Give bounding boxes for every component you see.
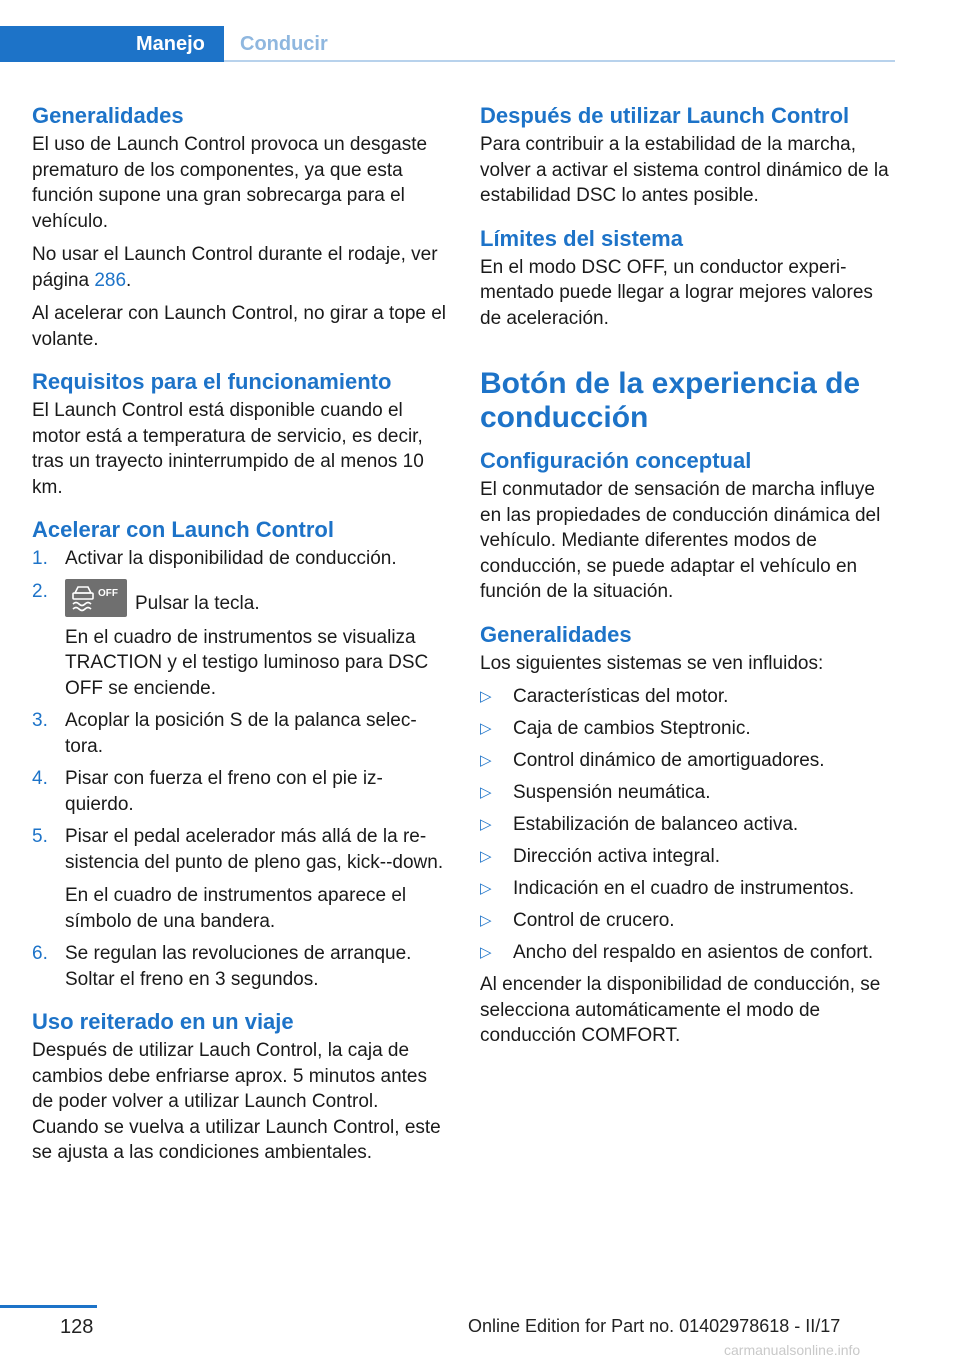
right-column (480, 100, 898, 1057)
paragraph-requisitos: El Launch Control está disponible cuando el motor está a temperatura de servicio, es decir, tras un trayecto ininterrumpido de al menos 10 km. (32, 400, 424, 498)
paragraph-uso-reiterado: Después de utilizar Lauch Control, la caja de cambios debe enfriarse aprox. 5 minutos antes de poder volver a utilizar Launch Control. Cuando se vuelva a utilizar Launch Control, este se ajusta a las condiciones ambientales. (32, 1040, 441, 1163)
step-number: 4. (32, 768, 48, 789)
step-item (32, 824, 450, 934)
step-text: Acoplar la posición S de la palanca selec-tora. (65, 710, 417, 757)
page-link-286[interactable]: 286 (94, 269, 127, 291)
list-item (480, 684, 898, 710)
step-subtext: En el cuadro de instrumentos aparece el símbolo de una bandera. (65, 885, 407, 932)
edition-text: Online Edition for Part no. 01402978618 - II/17 (468, 1316, 841, 1336)
heading-limites: Límites del sistema (480, 225, 683, 251)
header-bar (0, 0, 960, 62)
heading-configuracion: Configuración conceptual (480, 448, 752, 473)
list-item (480, 812, 898, 838)
bullet-icon: ▷ (480, 944, 492, 961)
systems-list (480, 684, 898, 966)
step-text: Pisar el pedal acelerador más allá de la re-sistencia del punto de pleno gas, kick--down. (65, 826, 444, 873)
paragraph-configuracion: El conmutador de sensación de marcha influye en las propiedades de conducción dinámica del vehículo. Mediante diferentes modos de conducción, se puede adaptar el vehículo en función de la situación. (480, 479, 881, 602)
step-item (32, 941, 450, 992)
step-item (32, 546, 450, 572)
list-item-text: Ancho del respaldo en asientos de confort. (513, 942, 874, 963)
list-item (480, 748, 898, 774)
steps-list (32, 546, 450, 992)
step-text: Activar la disponibilidad de conducción. (65, 548, 397, 569)
step-text: Pisar con fuerza el freno con el pie iz-quierdo. (65, 768, 383, 815)
heading-boton-experiencia: Botón de la experiencia de conducción (480, 367, 861, 434)
step-subtext: En el cuadro de instrumentos se visualiza TRACTION y el testigo luminoso para DSC OFF se enciende. (65, 626, 429, 699)
list-item-text: Estabilización de balanceo activa. (513, 814, 799, 835)
tab-manejo[interactable]: Manejo (0, 26, 224, 62)
heading-requisitos: Requisitos para el funcionamiento (32, 369, 392, 394)
left-column (32, 100, 450, 1174)
tab-conducir[interactable]: Conducir (240, 33, 328, 55)
step-text: Pulsar la tecla. (135, 592, 260, 614)
list-item (480, 876, 898, 902)
header-divider (224, 60, 895, 62)
list-item (480, 940, 898, 966)
bullet-icon: ▷ (480, 688, 492, 705)
step-number: 1. (32, 548, 48, 569)
bullet-icon: ▷ (480, 752, 492, 769)
list-item (480, 844, 898, 870)
bullet-icon: ▷ (480, 720, 492, 737)
heading-generalidades-2: Generalidades (480, 621, 632, 647)
step-text: Se regulan las revoluciones de arranque. Soltar el freno en 3 segundos. (65, 943, 412, 990)
rodaje-text: No usar el Launch Control durante el rodaje, ver página (32, 244, 438, 291)
bullet-icon: ▷ (480, 816, 492, 833)
page-number: 128 (60, 1316, 94, 1338)
paragraph-comfort: Al encender la disponibilidad de conducción, se selecciona automáticamente el modo de conducción COMFORT. (480, 974, 881, 1046)
step-item (32, 708, 450, 759)
list-item-text: Control de crucero. (513, 910, 675, 931)
list-item (480, 780, 898, 806)
bullet-icon: ▷ (480, 784, 492, 801)
heading-generalidades: Generalidades (32, 103, 184, 128)
list-item-text: Control dinámico de amortiguadores. (513, 750, 825, 771)
step-item (32, 579, 450, 702)
paragraph-rodaje (32, 242, 450, 293)
dsc-off-key-icon (65, 579, 127, 617)
heading-uso-reiterado: Uso reiterado en un viaje (32, 1009, 294, 1034)
heading-despues: Después de utilizar Launch Control (480, 103, 850, 128)
step-number: 3. (32, 710, 48, 731)
paragraph-desgaste: El uso de Launch Control provoca un desgaste prematuro de los componentes, ya que esta función supone una gran sobrecarga para el vehículo. (32, 134, 428, 232)
paragraph-sistemas: Los siguientes sistemas se ven influidos: (480, 652, 824, 674)
list-item-text: Características del motor. (513, 686, 729, 707)
list-item (480, 908, 898, 934)
paragraph-limites: En el modo DSC OFF, un conductor experi-mentado puede llegar a lograr mejores valores de aceleración. (480, 256, 873, 329)
list-item-text: Suspensión neumática. (513, 782, 711, 803)
bullet-icon: ▷ (480, 880, 492, 897)
heading-acelerar: Acelerar con Launch Control (32, 517, 334, 542)
bullet-icon: ▷ (480, 848, 492, 865)
paragraph-despues: Para contribuir a la estabilidad de la marcha, volver a activar el sistema control dinámico de la estabilidad DSC lo antes posible. (480, 134, 889, 206)
step-number: 5. (32, 826, 48, 847)
footer-accent-line (0, 1305, 97, 1308)
step-number: 2. (32, 580, 48, 602)
list-item-text: Caja de cambios Steptronic. (513, 718, 751, 739)
key-off-label: OFF (98, 587, 118, 599)
rodaje-end: . (126, 269, 132, 291)
list-item-text: Indicación en el cuadro de instrumentos. (513, 878, 855, 899)
bullet-icon: ▷ (480, 912, 492, 929)
list-item (480, 716, 898, 742)
list-item-text: Dirección activa integral. (513, 846, 720, 867)
watermark: carmanualsonline.info (724, 1342, 861, 1358)
step-number: 6. (32, 943, 48, 964)
step-item (32, 766, 450, 817)
paragraph-volante: Al acelerar con Launch Control, no girar a tope el volante. (32, 303, 447, 350)
